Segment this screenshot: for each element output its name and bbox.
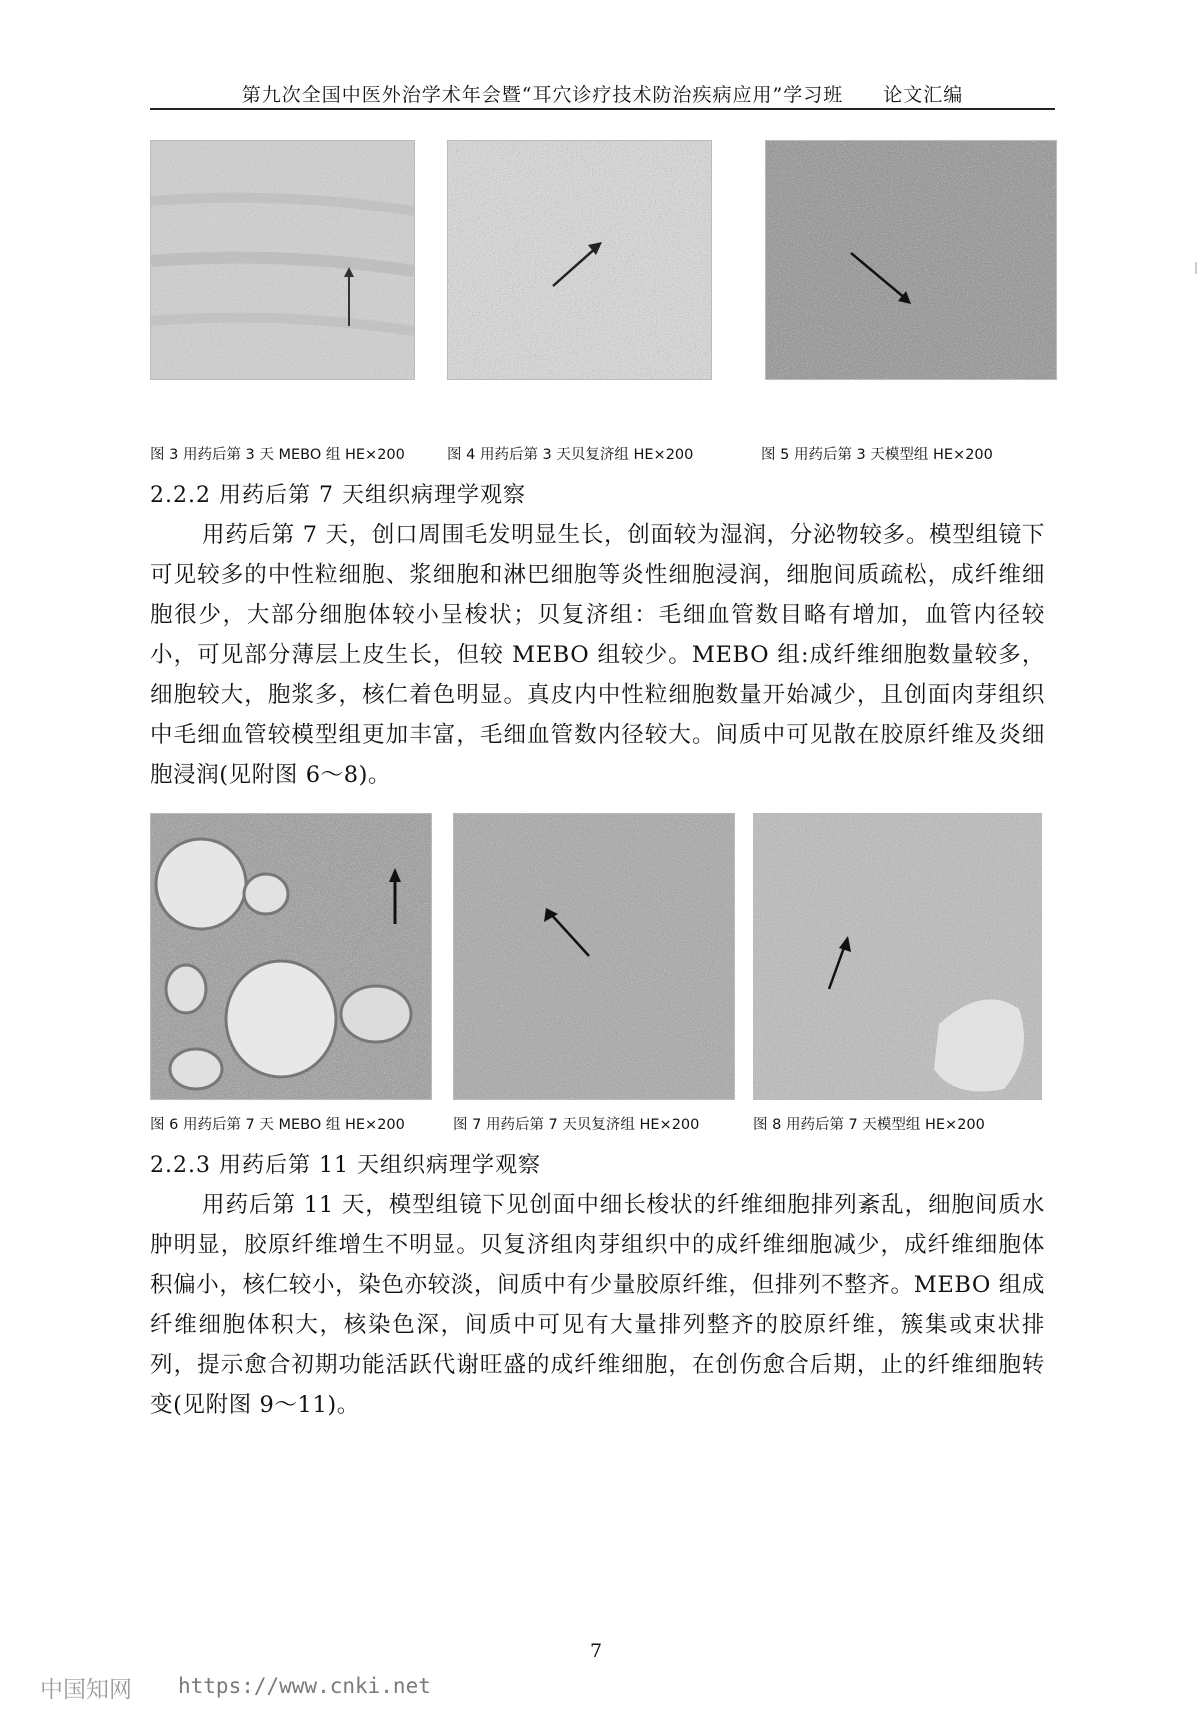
- page-number: 7: [590, 1640, 603, 1662]
- section-2-2-3-paragraph: 用药后第 11 天，模型组镜下见创面中细长梭状的纤维细胞排列紊乱，细胞间质水肿明显，胶原纤维增生不明显。贝复济组肉芽组织中的成纤维细胞减少，成纤维细胞体积偏小，核仁较小，染色亦较淡，间质中有少量胶原纤维，但排列不整齐。MEBO 组成纤维细胞体积大，核染色深，间质中可见有大量排列整齐的胶原纤维，簇集或束状排列，提示愈合初期功能活跃代谢旺盛的成纤维细胞，在创伤愈合后期，止的纤维细胞转变(见附图 9～11)。: [150, 1192, 1045, 1418]
- figure-4-caption: 图 4 用药后第 3 天贝复济组 HE×200: [447, 447, 694, 463]
- figure-6-caption: 图 6 用药后第 7 天 MEBO 组 HE×200: [150, 1117, 405, 1133]
- figure-3-micrograph: [150, 140, 415, 380]
- figure-6-micrograph: [150, 813, 432, 1100]
- cnki-url[interactable]: https://www.cnki.net: [178, 1674, 431, 1698]
- figure-7-micrograph: [453, 813, 735, 1100]
- header-rule: [150, 108, 1055, 110]
- cnki-logo-text: 中国知网: [40, 1677, 132, 1703]
- figure-3-caption: 图 3 用药后第 3 天 MEBO 组 HE×200: [150, 447, 405, 463]
- running-header: 第九次全国中医外治学术年会暨“耳穴诊疗技术防治疾病应用”学习班 论文汇编: [241, 84, 964, 106]
- section-2-2-2-paragraph: 用药后第 7 天，创口周围毛发明显生长，创面较为湿润，分泌物较多。模型组镜下可见较多的中性粒细胞、浆细胞和淋巴细胞等炎性细胞浸润，细胞间质疏松，成纤维细胞很少，大部分细胞体较小呈梭状；贝复济组：毛细血管数目略有增加，血管内径较小，可见部分薄层上皮生长，但较 MEBO 组较少。MEBO 组:成纤维细胞数量较多，细胞较大，胞浆多，核仁着色明显。真皮内中性粒细胞数量开始减少，且创面肉芽组织中毛细血管较模型组更加丰富，毛细血管数内径较大。间质中可见散在胶原纤维及炎细胞浸润(见附图 6～8)。: [150, 522, 1045, 788]
- figure-5-caption: 图 5 用药后第 3 天模型组 HE×200: [761, 447, 993, 463]
- figure-8-caption: 图 8 用药后第 7 天模型组 HE×200: [753, 1117, 985, 1133]
- figure-5-micrograph: [765, 140, 1057, 380]
- figure-8-micrograph: [753, 813, 1042, 1100]
- figure-4-micrograph: [447, 140, 712, 380]
- section-heading-2-2-3: 2.2.3 用药后第 11 天组织病理学观察: [150, 1153, 541, 1178]
- section-heading-2-2-2: 2.2.2 用药后第 7 天组织病理学观察: [150, 483, 526, 508]
- scan-edge-mark: [1195, 262, 1197, 274]
- figure-7-caption: 图 7 用药后第 7 天贝复济组 HE×200: [453, 1117, 700, 1133]
